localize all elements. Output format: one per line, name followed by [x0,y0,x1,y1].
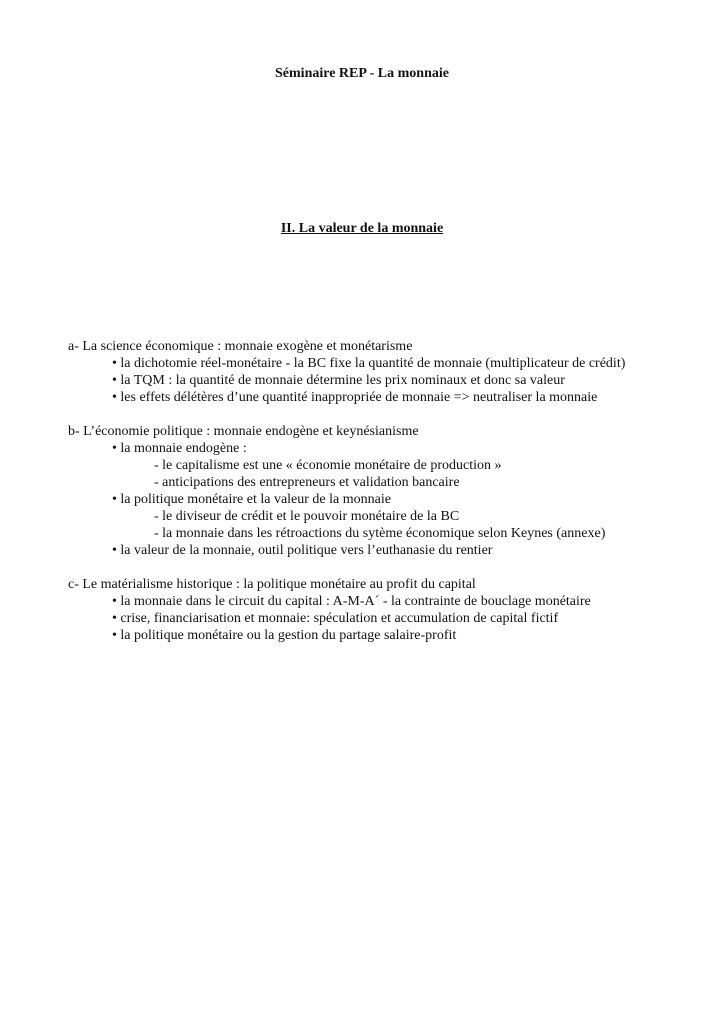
section-b-item-2: • la politique monétaire et la valeur de la monnaie [112,492,391,507]
section-a-heading: a- La science économique : monnaie exogène et monétarisme [68,339,413,354]
section-b-subitem-4: - la monnaie dans les rétroactions du sytème économique selon Keynes (annexe) [154,526,606,541]
section-c-heading: c- Le matérialisme historique : la politique monétaire au profit du capital [68,577,476,592]
spacer [68,406,708,423]
document-title: Séminaire REP - La monnaie [275,66,449,81]
section-b-heading: b- L’économie politique : monnaie endogène et keynésianisme [68,424,419,439]
section-a-item-3: • les effets délétères d’une quantité inappropriée de monnaie => neutraliser la monnaie [112,390,598,405]
section-title: II. La valeur de la monnaie [280,221,444,236]
section-b-subitem-1: - le capitalisme est une « économie monétaire de production » [154,458,502,473]
section-c-item-3: • la politique monétaire ou la gestion du partage salaire-profit [112,628,457,643]
section-b-item-1: • la monnaie endogène : [112,441,247,456]
section-a-item-2: • la TQM : la quantité de monnaie détermine les prix nominaux et donc sa valeur [112,373,565,388]
section-c-item-1: • la monnaie dans le circuit du capital : A-M-A´ - la contrainte de bouclage monétaire [112,594,591,609]
section-b-subitem-2: - anticipations des entrepreneurs et validation bancaire [154,475,460,490]
outline-content [68,338,708,644]
section-b-item-3: • la valeur de la monnaie, outil politique vers l’euthanasie du rentier [112,543,493,558]
section-a-item-1: • la dichotomie réel-monétaire - la BC fixe la quantité de monnaie (multiplicateur de crédit) [112,356,626,371]
spacer [68,559,708,576]
section-b-subitem-3: - le diviseur de crédit et le pouvoir monétaire de la BC [154,509,460,524]
section-c-item-2: • crise, financiarisation et monnaie: spéculation et accumulation de capital fictif [112,611,559,626]
